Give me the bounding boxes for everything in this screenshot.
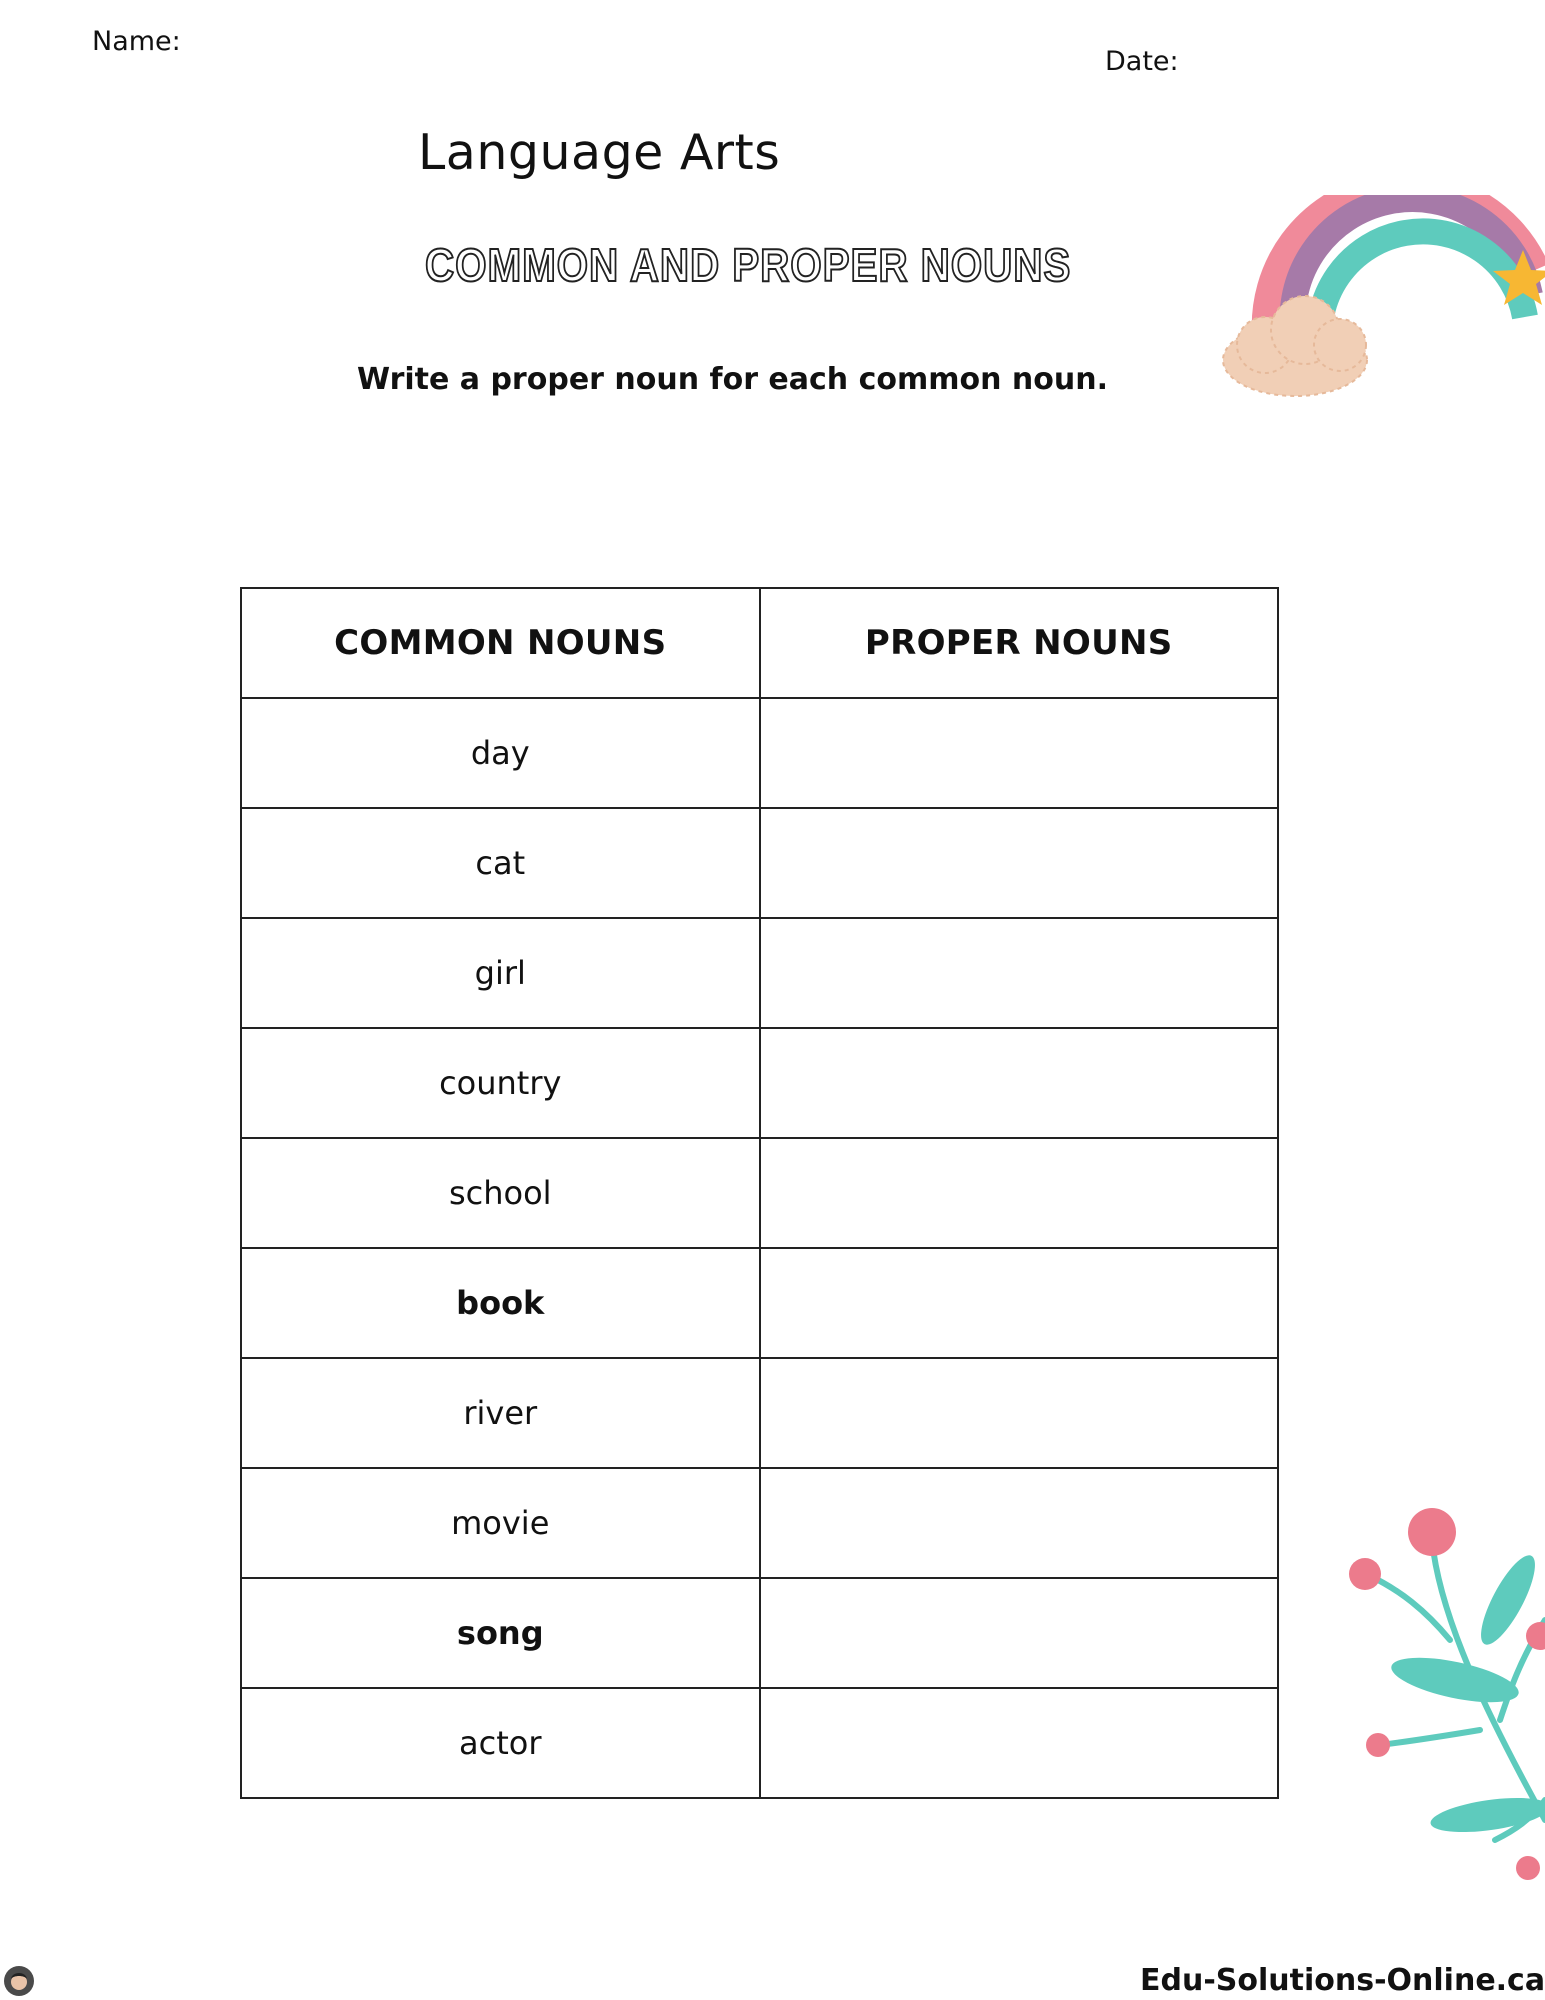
rainbow-icon (1215, 195, 1545, 415)
topic-title: COMMON AND PROPER NOUNS (425, 239, 1072, 291)
proper-noun-answer-cell[interactable] (760, 698, 1279, 808)
common-noun-cell: actor (241, 1688, 760, 1798)
nouns-table (240, 587, 1279, 1799)
proper-noun-answer-cell[interactable] (760, 1468, 1279, 1578)
table-row (241, 918, 1278, 1028)
table-row (241, 1578, 1278, 1688)
table-row (241, 698, 1278, 808)
proper-noun-answer-cell[interactable] (760, 1358, 1279, 1468)
footer-website: Edu-Solutions-Online.ca (1140, 1963, 1545, 1998)
proper-noun-answer-cell[interactable] (760, 1248, 1279, 1358)
table-row (241, 1468, 1278, 1578)
proper-noun-answer-cell[interactable] (760, 1138, 1279, 1248)
common-noun-cell: school (241, 1138, 760, 1248)
common-noun-cell: movie (241, 1468, 760, 1578)
proper-noun-answer-cell[interactable] (760, 808, 1279, 918)
subject-title: Language Arts (418, 124, 781, 181)
table-row (241, 1028, 1278, 1138)
header-common-nouns: COMMON NOUNS (241, 588, 760, 698)
name-label: Name: (92, 26, 181, 57)
common-noun-cell: river (241, 1358, 760, 1468)
table-header-row (241, 588, 1278, 698)
table-row (241, 1138, 1278, 1248)
header-proper-nouns: PROPER NOUNS (760, 588, 1279, 698)
proper-noun-answer-cell[interactable] (760, 1028, 1279, 1138)
proper-noun-answer-cell[interactable] (760, 1688, 1279, 1798)
berry-sprig-icon (1340, 1500, 1545, 1900)
common-noun-cell: cat (241, 808, 760, 918)
common-noun-cell: book (241, 1248, 760, 1358)
common-noun-cell: song (241, 1578, 760, 1688)
table-row (241, 808, 1278, 918)
proper-noun-answer-cell[interactable] (760, 1578, 1279, 1688)
common-noun-cell: day (241, 698, 760, 808)
common-noun-cell: country (241, 1028, 760, 1138)
table-row (241, 1358, 1278, 1468)
avatar-icon (3, 1965, 35, 1997)
proper-noun-answer-cell[interactable] (760, 918, 1279, 1028)
table-row (241, 1688, 1278, 1798)
common-noun-cell: girl (241, 918, 760, 1028)
table-row (241, 1248, 1278, 1358)
instructions: Write a proper noun for each common noun. (357, 362, 1109, 397)
date-label: Date: (1105, 46, 1179, 77)
